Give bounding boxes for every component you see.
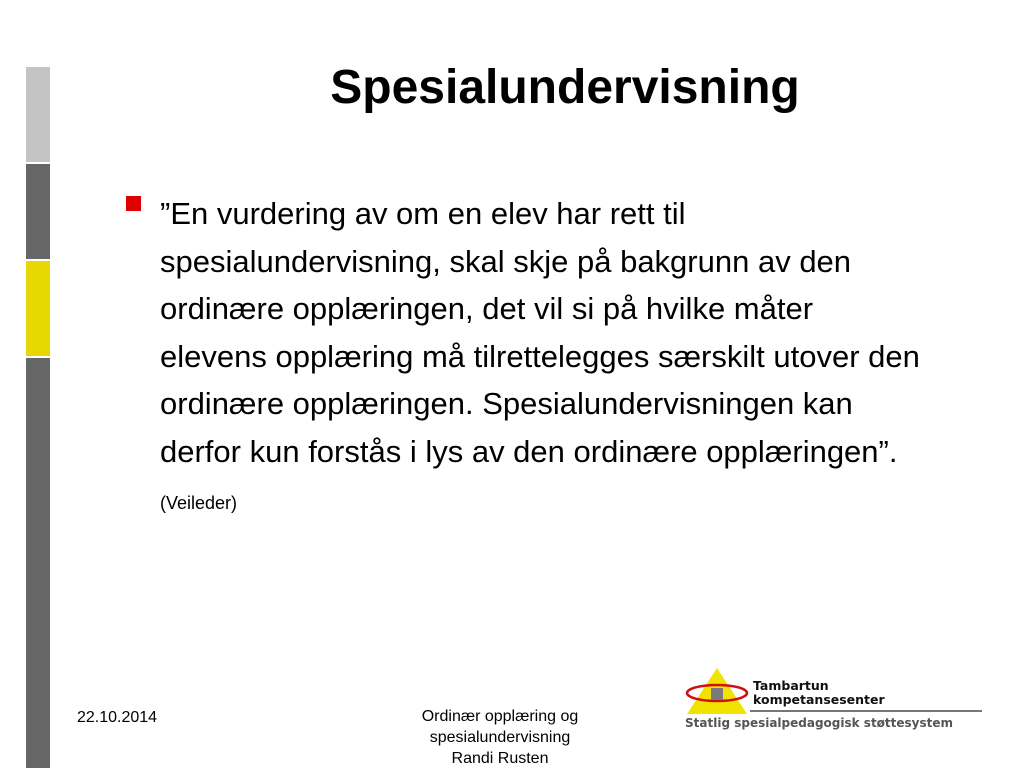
- quote-text: ”En vurdering av om en elev har rett til spesialundervisning, skal skje på bakgrunn av den ordinære opplæringen, det vil si på hvilke måter elevens opplæring må tilrettelegges særskilt utover den ordinære opplæringen. Spesialundervisningen kan derfor kun forstås i lys av den ordinære opplæringen”.: [160, 196, 920, 469]
- bullet-text: [160, 190, 920, 528]
- sidebar-segment-yellow: [26, 261, 50, 356]
- tambartun-logo: [683, 666, 983, 736]
- slide-title: Spesialundervisning: [330, 61, 800, 114]
- logo-name-line2: kompetansesenter: [753, 692, 885, 707]
- quote-source: (Veileder): [160, 493, 238, 513]
- logo-divider: [750, 710, 982, 712]
- bullet-square-icon: [126, 196, 141, 211]
- logo-emblem-icon: [683, 666, 751, 718]
- sidebar-segment-light: [26, 67, 50, 162]
- footer-line: spesialundervisning: [429, 729, 571, 746]
- sidebar-color-bar: [26, 67, 50, 768]
- footer-line: Randi Rusten: [451, 750, 549, 767]
- sidebar-segment-dark: [26, 164, 50, 259]
- footer-date: 22.10.2014: [77, 709, 158, 726]
- footer-center-text: [380, 706, 620, 769]
- sidebar-segment-dark-long: [26, 358, 50, 768]
- footer-line: Ordinær opplæring og: [421, 708, 579, 725]
- logo-name-line1: Tambartun: [753, 678, 829, 693]
- logo-name: [753, 679, 885, 707]
- logo-tagline: Statlig spesialpedagogisk støttesystem: [685, 716, 954, 730]
